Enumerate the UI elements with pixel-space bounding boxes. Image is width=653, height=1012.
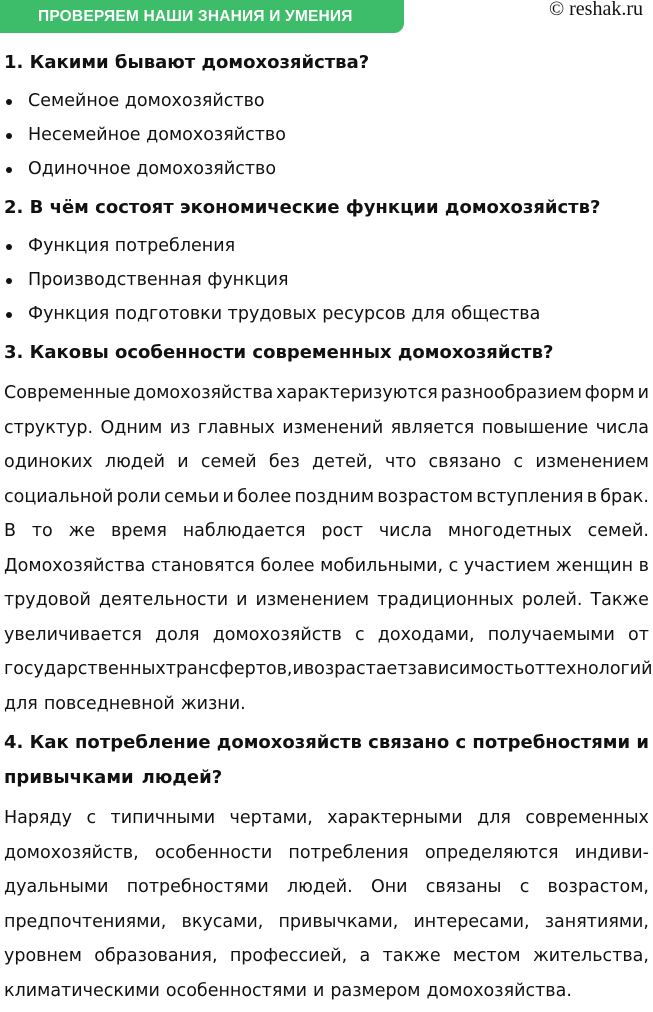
word: вкусами,	[181, 911, 264, 932]
word: потребление	[74, 732, 211, 753]
word: людей?	[141, 767, 223, 788]
word: семей.	[587, 521, 649, 541]
word: с	[86, 808, 97, 828]
list-item	[4, 229, 649, 263]
word: вступления	[476, 486, 584, 507]
list-item	[4, 297, 649, 331]
word: для	[477, 808, 511, 828]
word: и	[222, 486, 234, 507]
answer-3-paragraph	[4, 376, 653, 721]
word: наблюдается	[182, 521, 306, 541]
text-line	[4, 445, 649, 480]
word: числа	[378, 521, 433, 541]
text-line	[4, 905, 649, 940]
word: возрастом,	[547, 877, 649, 897]
word: домохозяйства.	[426, 980, 572, 1001]
list-item-text: Одиночное домохозяйство	[28, 159, 277, 179]
word: социальной	[4, 486, 114, 507]
word: Современные	[4, 383, 131, 403]
word: деятельности	[98, 590, 229, 610]
word: изменений	[282, 417, 384, 438]
text-line	[4, 939, 649, 974]
word: местом	[452, 946, 521, 966]
word: традиционных	[377, 590, 514, 610]
word: потребностями	[126, 877, 269, 897]
word: занятиями,	[544, 911, 649, 932]
word: В	[4, 521, 17, 541]
word: же	[68, 521, 96, 541]
text-line	[4, 687, 649, 722]
list-item-text: Производственная функция	[28, 270, 289, 290]
copyright: © reshak.ru	[548, 0, 643, 20]
text-line	[4, 514, 649, 549]
bullet-icon	[6, 244, 12, 250]
word: возрастом	[377, 486, 474, 507]
text-line	[4, 480, 649, 515]
bullet-icon	[6, 312, 12, 318]
word: семей	[200, 452, 257, 472]
word: и	[177, 452, 189, 472]
word: брак.	[600, 486, 649, 507]
word: жизни.	[180, 693, 246, 714]
word: потребления	[288, 842, 409, 863]
word: роли	[116, 486, 161, 507]
word: характерными	[327, 808, 463, 828]
text-line	[4, 974, 649, 1009]
word: размером	[330, 980, 421, 1001]
word: является	[390, 417, 475, 438]
word: трансфертов,	[165, 659, 293, 679]
word: интересами,	[413, 911, 530, 932]
text-line	[4, 549, 649, 584]
word: числа	[595, 417, 649, 438]
word: участием	[463, 555, 551, 576]
text-line	[4, 836, 649, 871]
word: женщин	[555, 555, 634, 576]
question-2: 2. В чём состоят экономические функции домохозяйств?	[4, 197, 601, 218]
answer-1-list	[4, 84, 649, 186]
word: форм	[584, 383, 635, 403]
word: Наряду	[4, 808, 72, 828]
question-1: 1. Какими бывают домохозяйства?	[4, 52, 370, 73]
word: Домохозяйства	[4, 555, 146, 576]
word: более	[237, 486, 292, 507]
word: привычками,	[278, 911, 399, 932]
word: привычками	[4, 767, 134, 788]
word: дуальными	[4, 877, 109, 897]
word: индиви-	[574, 842, 649, 863]
word: то	[31, 521, 53, 541]
word: технологий	[545, 659, 653, 679]
word: домохозяйств,	[4, 842, 139, 863]
word: образования,	[94, 946, 218, 966]
word: Они	[370, 877, 408, 897]
word: рост	[321, 521, 363, 541]
list-item-text: Несемейное домохозяйство	[28, 125, 286, 145]
word: возрастает	[303, 659, 408, 679]
word: и	[637, 383, 649, 403]
question-4	[4, 725, 649, 795]
word: и	[236, 590, 248, 610]
word: поздним	[294, 486, 375, 507]
word: домохозяйств	[216, 732, 362, 753]
list-item	[4, 118, 649, 152]
word: особенности	[154, 842, 273, 863]
text-line	[4, 376, 649, 411]
bullet-icon	[6, 167, 12, 173]
word: также	[382, 946, 441, 966]
word: в	[638, 555, 649, 576]
word: Одним	[100, 417, 163, 438]
word: изменением	[255, 590, 370, 610]
word: ролей.	[521, 590, 583, 610]
list-item	[4, 84, 649, 118]
word: а	[359, 946, 371, 966]
word: профессией,	[229, 946, 348, 966]
word: чертами,	[229, 808, 313, 828]
text-line	[4, 411, 649, 446]
word: разнообразием	[440, 383, 582, 403]
word: государственных	[4, 659, 166, 679]
word: увеличивается	[4, 624, 142, 645]
word: связаны	[425, 877, 502, 897]
text-line	[4, 652, 653, 687]
list-item	[4, 152, 649, 186]
bullet-icon	[6, 278, 12, 284]
word: более	[260, 555, 315, 576]
word: главных	[197, 417, 275, 438]
word: определяются	[424, 842, 559, 863]
word: Также	[590, 590, 649, 610]
word: с	[519, 877, 530, 897]
word: с	[448, 555, 459, 576]
text-line	[4, 725, 649, 760]
word: трудовой	[4, 590, 91, 610]
word: для	[4, 693, 38, 714]
word: становятся	[150, 555, 255, 576]
list-item-text: Семейное домохозяйство	[28, 91, 265, 111]
word: семьи	[164, 486, 220, 507]
text-line	[4, 870, 649, 905]
word: с	[354, 624, 365, 645]
word: получаемыми	[487, 624, 615, 645]
text-line	[4, 618, 649, 653]
word: повседневной	[43, 693, 175, 714]
word: домохозяйств	[212, 624, 342, 645]
section-banner: ПРОВЕРЯЕМ НАШИ ЗНАНИЯ И УМЕНИЯ	[0, 0, 404, 33]
list-item-text: Функция подготовки трудовых ресурсов для общества	[28, 304, 541, 324]
word: связано	[428, 452, 502, 472]
word: из	[169, 417, 191, 438]
bullet-icon	[6, 99, 12, 105]
answer-2-list	[4, 229, 649, 331]
word: повышение	[481, 417, 589, 438]
word: изменением	[535, 452, 649, 472]
word: уровнем	[4, 946, 82, 966]
word: мобильными,	[320, 555, 444, 576]
text-line	[4, 583, 649, 618]
word: что	[385, 452, 417, 472]
text-line	[4, 801, 649, 836]
text-line	[4, 760, 649, 795]
word: Как	[29, 732, 69, 753]
word: и	[312, 980, 325, 1001]
document-body	[4, 45, 653, 1012]
word: людей.	[287, 877, 353, 897]
word: людей	[104, 452, 166, 472]
word: потребностями	[472, 732, 631, 753]
word: детей,	[312, 452, 373, 472]
word: климатическими	[4, 980, 160, 1001]
word: и	[636, 732, 649, 753]
answer-4-paragraph	[4, 801, 649, 1008]
list-item	[4, 263, 649, 297]
word: структур.	[4, 417, 94, 438]
word: современных	[525, 808, 649, 828]
word: характеризуются	[276, 383, 438, 403]
word: доля	[155, 624, 200, 645]
word: типичными	[110, 808, 216, 828]
word: с	[455, 732, 467, 753]
word: связано	[368, 732, 450, 753]
word: от	[628, 624, 649, 645]
list-item-text: Функция потребления	[28, 236, 236, 256]
word: жительства,	[532, 946, 649, 966]
bullet-icon	[6, 133, 12, 139]
word: домохозяйства	[133, 383, 274, 403]
word: с	[513, 452, 524, 472]
word: время	[110, 521, 167, 541]
word: от	[524, 659, 546, 679]
word: одиноких	[4, 452, 93, 472]
word: без	[268, 452, 300, 472]
question-3: 3. Каковы особенности современных домохозяйств?	[4, 342, 554, 363]
word: доходами,	[377, 624, 475, 645]
word: зависимость	[407, 659, 525, 679]
word: многодетных	[447, 521, 572, 541]
word: особенностями	[165, 980, 307, 1001]
word: в	[586, 486, 598, 507]
word: предпочтениями,	[4, 911, 167, 932]
word: и	[292, 659, 304, 679]
word: 4.	[4, 732, 24, 753]
